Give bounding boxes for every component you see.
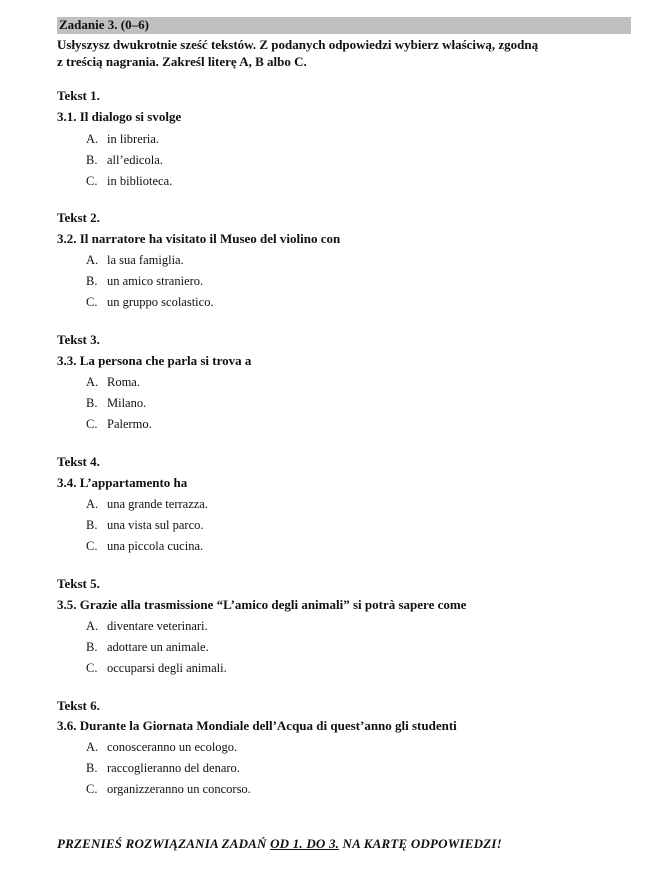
- option-letter: B.: [86, 640, 98, 654]
- option-text: una vista sul parco.: [107, 518, 204, 532]
- option-letter: C.: [86, 174, 98, 188]
- option-text: organizzeranno un concorso.: [107, 782, 251, 796]
- option-c[interactable]: [86, 415, 152, 433]
- option-letter: A.: [86, 740, 99, 754]
- option-a[interactable]: [86, 495, 208, 513]
- footer-part-1: PRZENIEŚ ROZWIĄZANIA ZADAŃ: [57, 836, 271, 851]
- option-letter: A.: [86, 619, 99, 633]
- tekst-label: Tekst 5.: [57, 576, 100, 591]
- question: 3.4. L’appartamento ha: [57, 475, 188, 490]
- option-letter: A.: [86, 497, 99, 511]
- option-text: diventare veterinari.: [107, 619, 208, 633]
- option-c[interactable]: [86, 293, 214, 311]
- option-text: raccoglieranno del denaro.: [107, 761, 240, 775]
- option-text: un amico straniero.: [107, 274, 204, 288]
- option-letter: B.: [86, 396, 98, 410]
- option-text: occuparsi degli animali.: [107, 661, 227, 675]
- question: 3.5. Grazie alla trasmissione “L’amico degli animali” si potrà sapere come: [57, 597, 467, 612]
- question: 3.1. Il dialogo si svolge: [57, 109, 182, 124]
- option-letter: C.: [86, 661, 98, 675]
- question: 3.6. Durante la Giornata Mondiale dell’Acqua di quest’anno gli studenti: [57, 718, 457, 733]
- option-c[interactable]: [86, 780, 251, 798]
- option-a[interactable]: [86, 130, 159, 148]
- option-b[interactable]: [86, 638, 209, 656]
- tekst-label: Tekst 4.: [57, 454, 100, 469]
- instruction-line-2: z treścią nagrania. Zakreśl literę A, B albo C.: [57, 54, 307, 69]
- footer-part-3: NA KARTĘ ODPOWIEDZI!: [339, 836, 502, 851]
- option-letter: A.: [86, 253, 99, 267]
- transfer-answers-notice: [57, 835, 502, 853]
- option-text: Roma.: [107, 375, 140, 389]
- option-a[interactable]: [86, 738, 237, 756]
- option-text: la sua famiglia.: [107, 253, 184, 267]
- option-text: Palermo.: [107, 417, 152, 431]
- option-b[interactable]: [86, 151, 163, 169]
- option-letter: C.: [86, 417, 98, 431]
- option-letter: B.: [86, 274, 98, 288]
- option-letter: C.: [86, 782, 98, 796]
- option-a[interactable]: [86, 251, 184, 269]
- option-letter: B.: [86, 761, 98, 775]
- option-letter: A.: [86, 132, 99, 146]
- tekst-label: Tekst 3.: [57, 332, 100, 347]
- option-b[interactable]: [86, 759, 240, 777]
- option-text: all’edicola.: [107, 153, 163, 167]
- option-text: conosceranno un ecologo.: [107, 740, 238, 754]
- option-letter: B.: [86, 153, 98, 167]
- option-text: in biblioteca.: [107, 174, 173, 188]
- option-a[interactable]: [86, 373, 140, 391]
- option-text: in libreria.: [107, 132, 160, 146]
- option-text: adottare un animale.: [107, 640, 209, 654]
- option-c[interactable]: [86, 537, 203, 555]
- footer-task-range: OD 1. DO 3.: [270, 836, 340, 851]
- option-letter: C.: [86, 539, 98, 553]
- option-letter: B.: [86, 518, 98, 532]
- option-b[interactable]: [86, 394, 146, 412]
- tekst-label: Tekst 6.: [57, 698, 100, 713]
- tekst-label: Tekst 1.: [57, 88, 100, 103]
- option-c[interactable]: [86, 172, 172, 190]
- option-a[interactable]: [86, 617, 208, 635]
- instruction-line-1: Usłyszysz dwukrotnie sześć tekstów. Z podanych odpowiedzi wybierz właściwą, zgodną: [57, 37, 539, 52]
- tekst-label: Tekst 2.: [57, 210, 100, 225]
- question: 3.2. Il narratore ha visitato il Museo del violino con: [57, 231, 341, 246]
- question: 3.3. La persona che parla si trova a: [57, 353, 252, 368]
- option-b[interactable]: [86, 272, 203, 290]
- option-text: Milano.: [107, 396, 147, 410]
- task-title: Zadanie 3. (0–6): [59, 17, 149, 32]
- option-text: una piccola cucina.: [107, 539, 204, 553]
- option-letter: A.: [86, 375, 99, 389]
- option-text: un gruppo scolastico.: [107, 295, 214, 309]
- option-text: una grande terrazza.: [107, 497, 208, 511]
- option-c[interactable]: [86, 659, 227, 677]
- option-b[interactable]: [86, 516, 204, 534]
- option-letter: C.: [86, 295, 98, 309]
